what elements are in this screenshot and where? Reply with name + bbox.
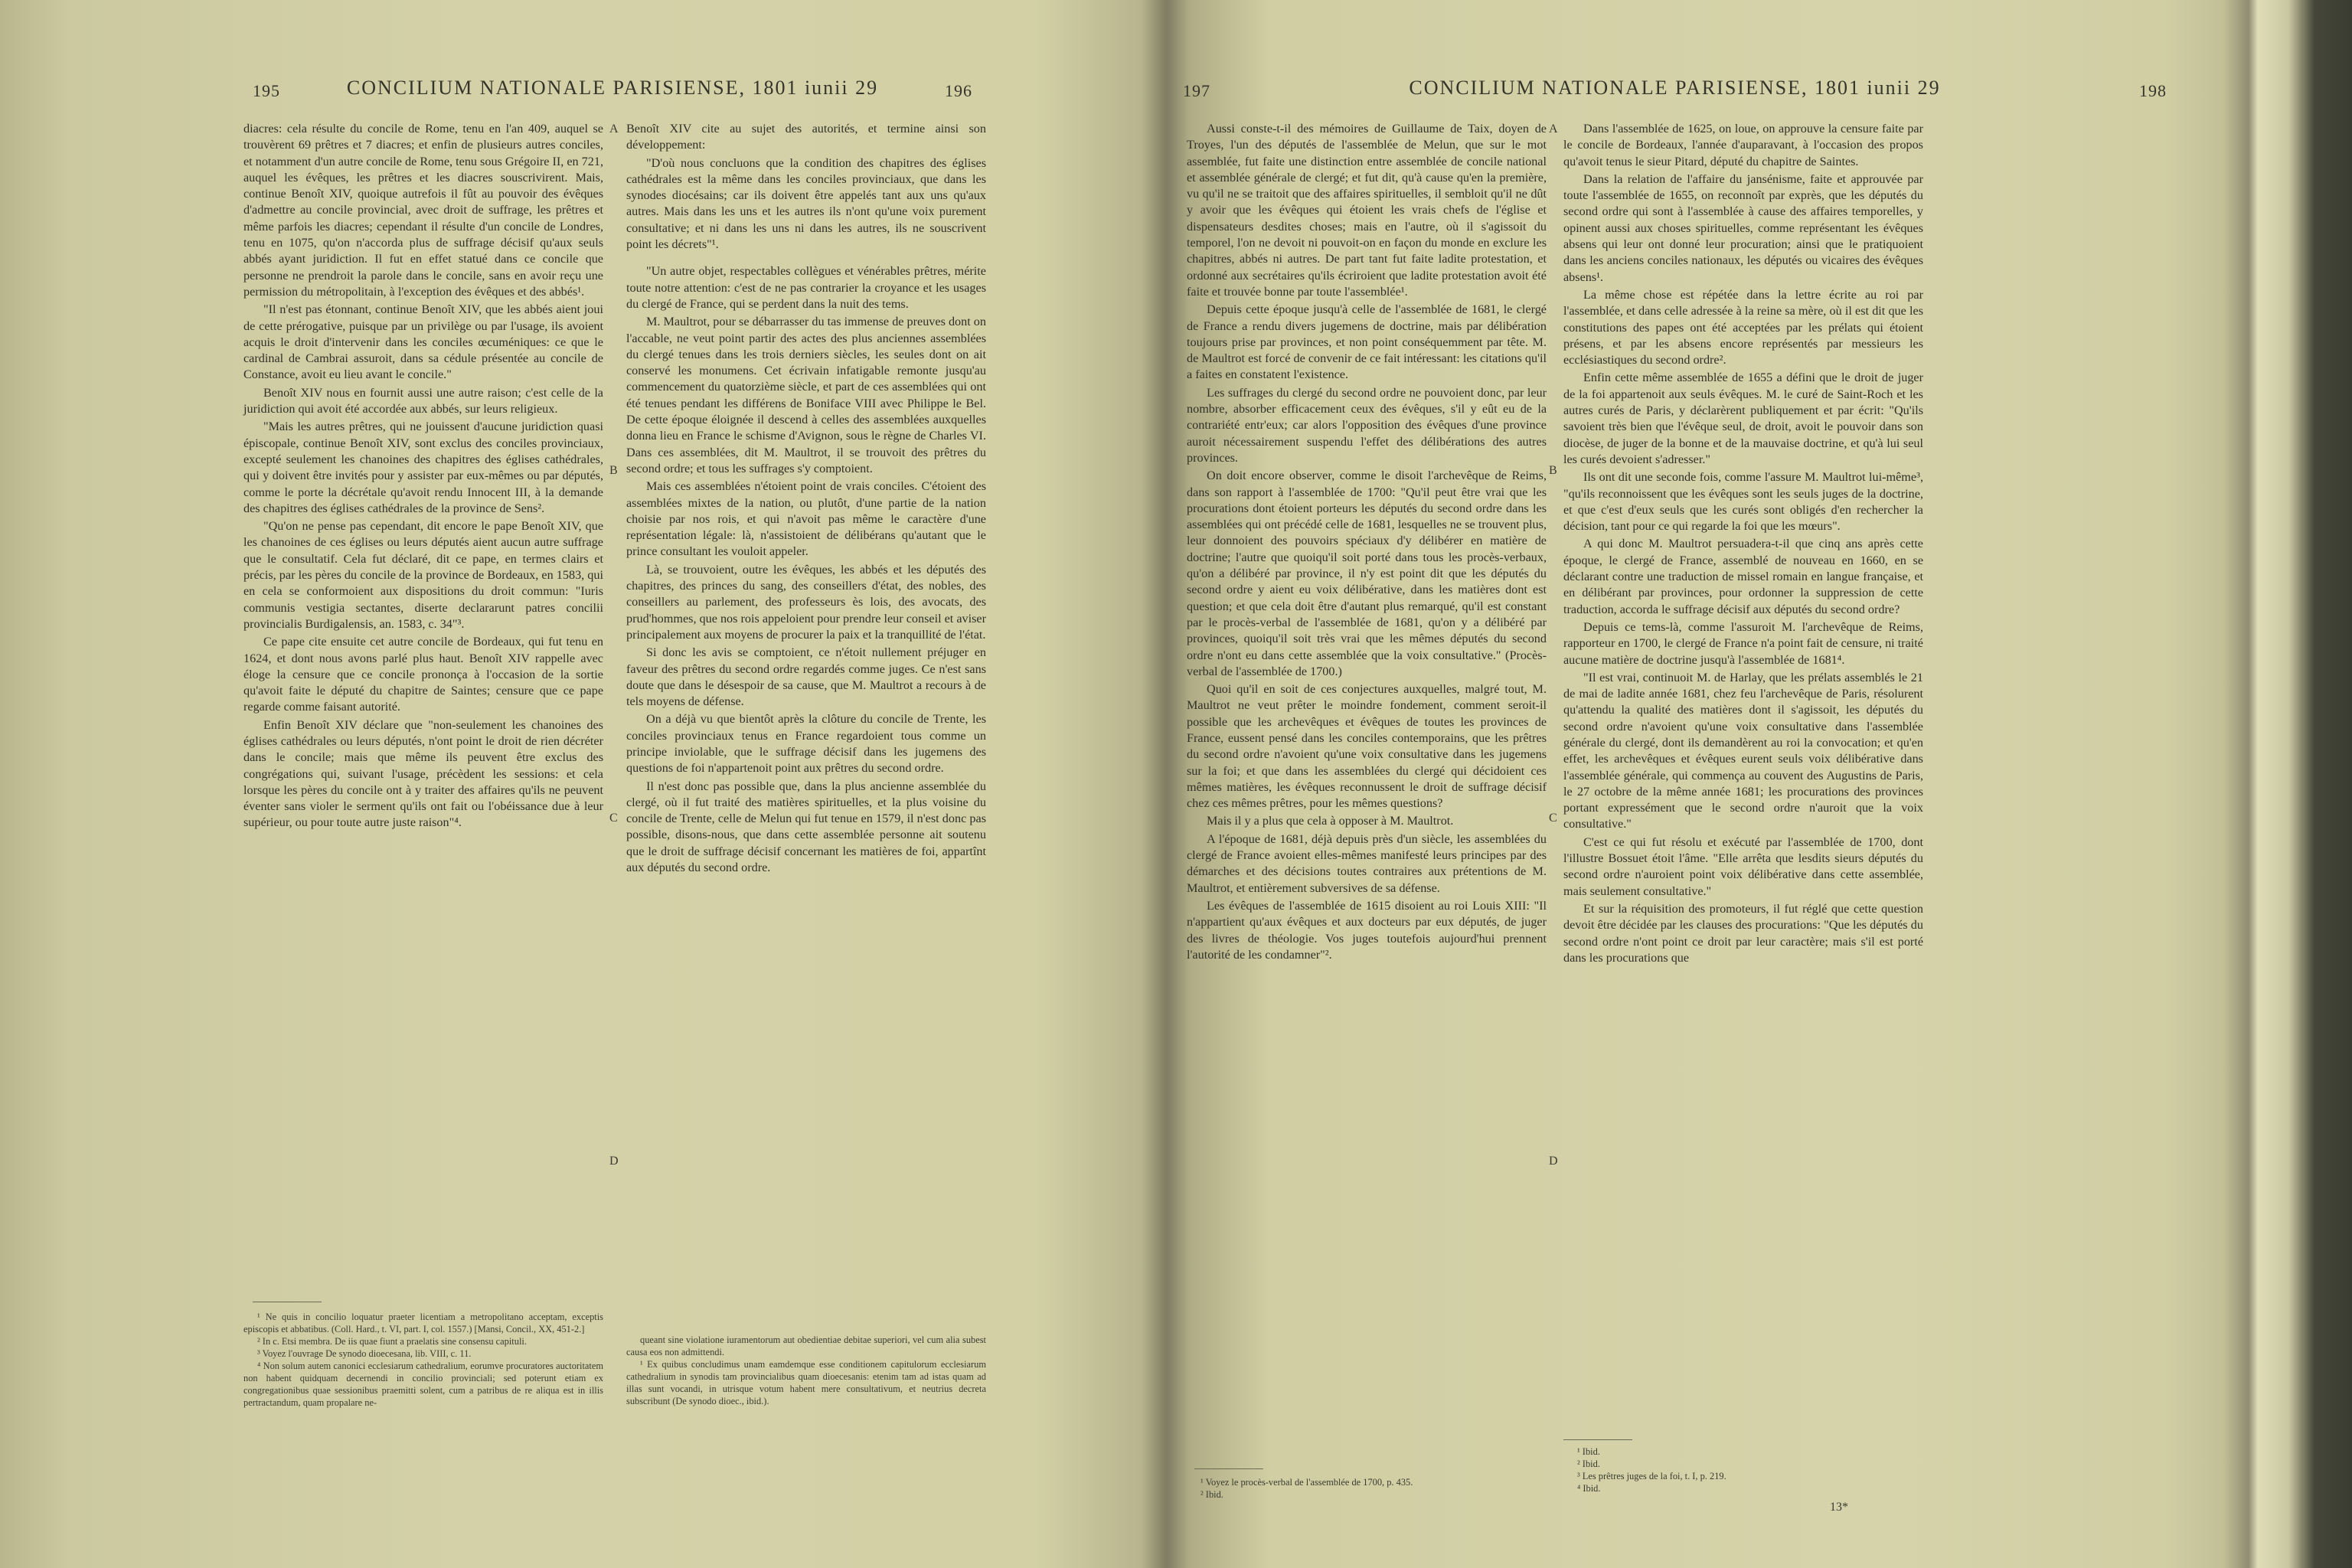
margin-letter: A	[609, 122, 619, 136]
paragraph: C'est ce qui fut résolu et exécuté par l'assemblée de 1700, dont l'illustre Bossuet étoit l'âme. "Elle arrêta que lesdits sieurs députés du second ordre n'auroient point voix délibérative dans cette assemblée, mais seulement consultative."	[1563, 835, 1923, 898]
footnote: ¹ Ibid.	[1577, 1446, 1600, 1457]
paragraph: Si donc les avis se comptoient, ce n'étoit nullement préjuger en faveur des prêtres du second ordre regardés comme juges. Ce n'est sans doute que dans le désespoir de sa cause, que M. Maultrot a recours à de tels moyens de défense.	[626, 645, 986, 709]
paragraph: Enfin Benoît XIV déclare que "non-seulement les chanoines des églises cathédrales ou leurs députés, n'ont point le droit de rien décréter dans le concile; mais que même ils peuvent être exclus des congrégations qui, suivant l'usage, précèdent les sessions: et cela lorsque les pères du concile ont à y traiter des affaires qu'ils ne peuvent éventer sans violer le serment qu'ils ont fait ou l'obéissance due à leur supérieur, ou pour toute autre juste raison"⁴.	[243, 717, 603, 830]
paragraph: "Un autre objet, respectables collègues et vénérables prêtres, mérite toute notre attention: c'est de ne pas contrarier la croyance et les usages du clergé de France, qui se perdent dans la nuit des tems.	[626, 264, 986, 311]
paragraph: On a déjà vu que bientôt après la clôture du concile de Trente, les conciles provinciaux tenus en France regardoient tous comme un principe inviolable, que le suffrage décisif dans les jugemens des questions de foi n'appartenoit point aux prêtres du second ordre.	[626, 712, 986, 776]
margin-letter: A	[1549, 122, 1558, 136]
right-footnotes-1	[1187, 1476, 1547, 1501]
margin-letter: B	[609, 464, 618, 477]
margin-letter: C	[1549, 812, 1557, 825]
left-footnotes-1	[243, 1311, 603, 1409]
footnote: ² Ibid.	[1577, 1459, 1600, 1469]
right-running-header	[1183, 77, 2167, 107]
paragraph: Benoît XIV nous en fournit aussi une autre raison; c'est celle de la juridiction qui avoit été accordée aux abbés, sur leurs religieux.	[243, 385, 603, 416]
right-column-1	[1187, 121, 1547, 965]
running-title: CONCILIUM NATIONALE PARISIENSE, 1801 iunii 29	[1409, 77, 1941, 99]
page-number: 197	[1183, 81, 1210, 100]
margin-letter: B	[1549, 464, 1557, 477]
signature-mark: 13*	[1830, 1501, 1848, 1514]
footnote-separator	[1563, 1439, 1632, 1440]
right-footnotes-2	[1563, 1446, 1923, 1494]
page-number: 195	[253, 81, 280, 100]
margin-letter: C	[609, 812, 618, 825]
paragraph: A l'époque de 1681, déjà depuis près d'un siècle, les assemblées du clergé de France avoient elles-mêmes manifesté leurs principes par des démarches et des décisions toutes contraires aux prétentions de M. Maultrot, et entièrement subversives de sa défense.	[1187, 831, 1547, 895]
paragraph: Aussi conste-t-il des mémoires de Guillaume de Taix, doyen de Troyes, l'un des députés de l'assemblée de Melun, que sur le mot assemblée, fut faite une distinction entre assemblée de concile national et assemblée générale de clergé; et fut dit, qu'à cause qu'en la première, vu qu'il ne se traitoit que des affaires spirituelles, il sembloit qu'il ne dût y avoir que les évêques qui étoient les vrais chefs de l'église et dispensateurs desdites choses; mais en l'autre, où il s'agissoit du temporel, l'on ne devoit ni pouvoit-on en façon du monde en exclure les chapitres, abbés ni autres. De part tant fut faite ladite protestation, et ordonné aux secrétaires qu'ils écriroient que ladite protestation avoit été faite et trouvée bonne par toute l'assemblée¹.	[1187, 122, 1547, 299]
footnote: ⁴ Ibid.	[1577, 1483, 1601, 1494]
paragraph: On doit encore observer, comme le disoit l'archevêque de Reims, dans son rapport à l'assemblée de 1700: "Qu'il peut être vrai que les procurations dont étoient porteurs les députés du second ordre dans les assemblées qui ont précédé celle de 1681, lesquelles ne se trouvent plus, leur donnoient des pouvoirs spéciaux d'y délibérer en matière de doctrine; l'autre que quoiqu'il soit porté dans tous les procès-verbaux, qu'on a délibéré par province, il n'y est point dit que les députés du second ordre y aient eu voix délibérative, dans les matières dont est question; et que cela doit être d'autant plus remarqué, qu'il est constant par le procès-verbal de l'assemblée de 1681, qu'on y a délibéré par provinces, quoiqu'il soit très vrai que les mêmes députés du second ordre n'ont eu dans cette assemblée que la voix consultative." (Procès-verbal de l'assemblée de 1700.)	[1187, 469, 1547, 678]
paragraph: Il n'est donc pas possible que, dans la plus ancienne assemblée du clergé, où il fut traité des matières spirituelles, et la plus voisine du concile de Trente, celle de Melun qui fut tenue en 1579, il n'est donc pas possible, disons-nous, que dans cette assemblée personne ait soutenu que le droit de suffrage décisif concernant les matières de foi, appartînt aux députés du second ordre.	[626, 779, 986, 875]
paragraph: "D'où nous concluons que la condition des chapitres des églises cathédrales est la même dans les conciles provinciaux, que dans les synodes diocésains; car ils doivent être appelés tant aux uns qu'aux autres. Mais dans les uns et les autres ils n'ont qu'une voix purement consultative; et ni dans les uns ni dans les autres, ils ne souscrivent point les décrets"¹.	[626, 155, 986, 252]
paragraph: Dans la relation de l'affaire du jansénisme, faite et approuvée par toute l'assemblée de 1655, on reconnoît par exprès, que les députés du second ordre qui sont à l'assemblée à cause des affaires temporelles, y opinent aussi aux choses spirituelles, comme représentant les évêques absens qui leur ont donné leur procuration; ainsi que le pratiquoient dans les anciens conciles nationaux, les députés ou vicaires des évêques absens¹.	[1563, 172, 1923, 284]
footnote: ¹ Voyez le procès-verbal de l'assemblée de 1700, p. 435.	[1200, 1477, 1413, 1488]
paragraph: Mais il y a plus que cela à opposer à M. Maultrot.	[1207, 814, 1454, 828]
paragraph: Quoi qu'il en soit de ces conjectures auxquelles, malgré tout, M. Maultrot ne veut prêter le moindre fondement, comment seroit-il possible que les archevêques et évêques de toutes les provinces de France, eussent pensé dans les conciles contemporains, que les prêtres du second ordre n'avoient qu'une voix consultative dans les jugemens sur la foi; et que dans les assemblées du clergé qui décidoient ces mêmes matières, les évêques reconnussent le droit de suffrage décisif chez ces mêmes prêtres, pour les mêmes questions?	[1187, 682, 1547, 811]
margin-letter: D	[609, 1155, 619, 1168]
paragraph: Ce pape cite ensuite cet autre concile de Bordeaux, qui fut tenu en 1624, et dont nous avons parlé plus haut. Benoît XIV rappelle avec éloge la censure que ce concile prononça à l'occasion de la sortie qu'avoit faite le député du chapitre de Saintes; censure que ce pape regarde comme faisant autorité.	[243, 635, 603, 714]
right-page	[1171, 0, 2297, 1568]
footnote: ⁴ Non solum autem canonici ecclesiarum cathedralium, eorumve procuratores auctoritatem non habent quidquam decernendi in concilio provinciali; sed poterunt etiam ex congregationibus quae sessionibus praemitti solent, cum a patribus de re aliqua est in illis pertractandum, quam propalare ne-	[243, 1361, 603, 1408]
paragraph: Les évêques de l'assemblée de 1615 disoient au roi Louis XIII: "Il n'appartient qu'aux évêques et aux docteurs par eux députés, de juger des livres de théologie. Vos juges toutefois aujourd'hui prennent l'autorité de les condamner"².	[1187, 898, 1547, 962]
page-number: 198	[2139, 81, 2167, 100]
paragraph: diacres: cela résulte du concile de Rome, tenu en l'an 409, auquel se trouvèrent 69 prêtres et 7 diacres; et enfin de plusieurs autres conciles, et notamment d'un autre concile de Rome, tenu sous Grégoire II, en 721, auquel les évêques, les prêtres et les diacres souscrivirent. Mais, continue Benoît XIV, quoique autrefois il fût au pouvoir des évêques d'admettre au concile provincial, avec droit de suffrage, les prêtres et même parfois les diacres; cependant il résulte d'un concile de Londres, tenu en 1075, qu'on n'accorda plus de suffrage décisif qu'aux seuls abbés ayant juridiction. Il fut en effet statué dans ce concile que personne ne prendroit la parole dans le concile, sans en avoir reçu une permission du métropolitain, à l'exception des évêques et des abbés¹.	[243, 122, 603, 299]
footnote: ² Ibid.	[1200, 1489, 1223, 1500]
paragraph: Benoît XIV cite au sujet des autorités, et termine ainsi son développement:	[626, 122, 986, 152]
paragraph: Là, se trouvoient, outre les évêques, les abbés et les députés des chapitres, des princes du sang, des conseillers d'état, des nobles, des conseillers au parlement, des professeurs ès lois, des avocats, des prud'hommes, que nos rois appeloient pour prendre leur conseil et aviser principalement aux moyens de procurer la paix et la tranquillité de l'état.	[626, 562, 986, 642]
footnote: queant sine violatione iuramentorum aut obedientiae debitae superiori, vel cum alia subest causa eos non admittendi.	[626, 1334, 986, 1357]
paragraph: A qui donc M. Maultrot persuadera-t-il que cinq ans après cette époque, le clergé de France, assemblé de nouveau en 1660, en se déclarant contre une traduction de missel romain en langue française, et en délibérant par provinces, pour ordonner la suppression de cette traduction, accorda le suffrage décisif aux députés du second ordre?	[1563, 537, 1923, 616]
paragraph: Mais ces assemblées n'étoient point de vrais conciles. C'étoient des assemblées mixtes de la nation, ou plutôt, d'une partie de la nation choisie par nos rois, et qui n'avoit pas même le caractère d'une représentation légale: là, n'assistoient de délibérans qu'autant que le prince consultant les vouloit appeler.	[626, 479, 986, 559]
footnote: ³ Les prêtres juges de la foi, t. I, p. 219.	[1577, 1471, 1726, 1481]
margin-letter: D	[1549, 1155, 1558, 1168]
paragraph: Enfin cette même assemblée de 1655 a défini que le droit de juger de la foi appartenoit aux seuls évêques. M. le curé de Saint-Roch et les autres curés de Paris, y déclarèrent publiquement et par écrit: "Qu'ils savoient très bien que l'évêque seul, de droit, avoit le pouvoir dans son diocèse, de juger de la bonne et de la mauvaise doctrine, et qu'à lui seul les curés devoient s'adresser."	[1563, 371, 1923, 466]
running-title: CONCILIUM NATIONALE PARISIENSE, 1801 iunii 29	[346, 77, 879, 99]
left-footnotes-2	[626, 1334, 986, 1407]
footnote: ³ Voyez l'ouvrage De synodo dioecesana, lib. VIII, c. 11.	[257, 1348, 472, 1359]
right-column-2	[1563, 121, 1923, 968]
paragraph: M. Maultrot, pour se débarrasser du tas immense de preuves dont on l'accable, ne veut point partir des actes des plus anciennes assemblées du clergé tenues dans les trois derniers siècles, les seules dont on ait conservé les monumens. Cet écrivain infatigable remonte jusqu'au commencement du quatorzième siècle, et part de ces assemblées qui ont été tenues pendant les différens de Boniface VIII avec Philippe le Bel. De cette époque éloignée il descend à celles des assemblées auxquelles donna lieu en France le schisme d'Avignon, sous le règne de Charles VI. Dans ces assemblées, dit M. Maultrot, il se trouvoit des prêtres du second ordre; et tous les suffrages s'y comptoient.	[626, 315, 986, 475]
paragraph: "Il est vrai, continuoit M. de Harlay, que les prélats assemblés le 21 de mai de ladite année 1681, chez feu l'archevêque de Paris, résolurent qu'attendu la qualité des matières dont il s'agissoit, les députés du second ordre n'avoient qu'une voix consultative dans l'assemblée générale du clergé, dont ils demandèrent au roi la convocation; et qu'en effet, les archevêques et évêques eurent seuls voix délibérative dans l'assemblée générale, qui commença au couvent des Augustins de Paris, le 27 octobre de la même année 1681; les procurations des provinces portant expressément que le second ordre n'auroit que la voix consultative."	[1563, 670, 1923, 831]
paragraph: Ils ont dit une seconde fois, comme l'assure M. Maultrot lui-même³, "qu'ils reconnoissent que les évêques sont les seuls juges de la doctrine, et que c'est d'eux seuls que les curés sont obligés d'en rechercher la décision, tant pour ce qui regarde la foi que les mœurs".	[1563, 470, 1923, 534]
footnote: ¹ Ex quibus concludimus unam eamdemque esse conditionem capitulorum ecclesiarum cathedralium in synodis tam provincialibus quam dioecesanis: etenim tam ad istas quam ad illas sunt vocandi, in utrisque votum habent mere consultativum, et neutrius decreta subscribunt (De synodo dioec., ibid.).	[626, 1359, 986, 1406]
paragraph: Les suffrages du clergé du second ordre ne pouvoient donc, par leur nombre, absorber efficacement ceux des évêques, s'il y eût eu de la contrariété entr'eux; car alors l'opposition des évêques d'une province auroit nécessairement suspendu l'effet des délibérations des autres provinces.	[1187, 385, 1547, 465]
paragraph: "Il n'est pas étonnant, continue Benoît XIV, que les abbés aient joui de cette prérogative, puisque par un privilège ou par l'usage, ils avoient acquis le droit d'intervenir dans les conciles œcuméniques: ce que le cardinal de Cambrai assuroit, dans sa cédule présentée au concile de Constance, avoit eu lieu avant le concile."	[243, 302, 603, 382]
paragraph: "Mais les autres prêtres, qui ne jouissent d'aucune juridiction quasi épiscopale, continue Benoît XIV, sont exclus des conciles provinciaux, excepté seulement les chanoines des chapitres des églises cathédrales, qui y doivent être invités pour y assister par eux-mêmes ou par députés, comme le porte la décrétale qu'avoit rendu Innocent III, à la demande des chapitres des églises cathédrales de la province de Sens².	[243, 420, 603, 515]
paragraph: Depuis cette époque jusqu'à celle de l'assemblée de 1681, le clergé de France a rendu divers jugemens de doctrine, mais par délibération toujours prise par provinces, et non point conséquemment par tête. M. de Maultrot est forcé de convenir de ce fait intéressant: les citations qu'il a faites en constatent l'existence.	[1187, 302, 1547, 382]
footnote: ² In c. Etsi membra. De iis quae fiunt a praelatis sine consensu capituli.	[257, 1336, 527, 1347]
paragraph: Et sur la réquisition des promoteurs, il fut réglé que cette question devoit être décidée par les clauses des procurations: "Que les députés du second ordre n'ont point ce droit par leur caractère; mais s'il est porté dans les procurations que	[1563, 901, 1923, 965]
left-column-2	[626, 121, 986, 877]
left-page	[0, 0, 1141, 1568]
left-running-header	[253, 77, 972, 107]
paragraph: Dans l'assemblée de 1625, on loue, on approuve la censure faite par le concile de Bordeaux, l'année d'auparavant, à l'occasion des propos qu'avoit tenus le sieur Pitard, député du chapitre de Saintes.	[1563, 122, 1923, 168]
paragraph: "Qu'on ne pense pas cependant, dit encore le pape Benoît XIV, que les chanoines de ces églises ou leurs députés aient aucun autre suffrage que le consultatif. Cela fut déclaré, dit ce pape, en termes clairs et précis, par les pères du concile de la province de Bordeaux, en 1583, qui en cela se conformoient aux dispositions du droit commun: "Iuris communis vestigia sectantes, diserte declararunt patres concilii provincialis Burdigalensis, an. 1583, c. 34"³.	[243, 519, 603, 631]
footnote: ¹ Ne quis in concilio loquatur praeter licentiam a metropolitano acceptam, exceptis episcopis et abbatibus. (Coll. Hard., t. VI, part. I, col. 1557.) [Mansi, Concil., XX, 451-2.]	[243, 1312, 603, 1334]
footnote-separator	[1194, 1468, 1263, 1469]
paragraph: Depuis ce tems-là, comme l'assuroit M. l'archevêque de Reims, rapporteur en 1700, le clergé de France n'a point fait de censure, ni traité aucune matière de doctrine jusqu'à l'assemblée de 1681⁴.	[1563, 619, 1923, 667]
left-column-1	[243, 121, 603, 833]
page-number: 196	[945, 81, 972, 100]
paragraph: La même chose est répétée dans la lettre écrite au roi par l'assemblée, et dans celle adressée à la reine sa mère, où il est dit que les constitutions des papes ont été acceptées par les prélats qui étoient présens, et par les absens encore représentés par messieurs les ecclésiastiques du second ordre².	[1563, 287, 1923, 368]
